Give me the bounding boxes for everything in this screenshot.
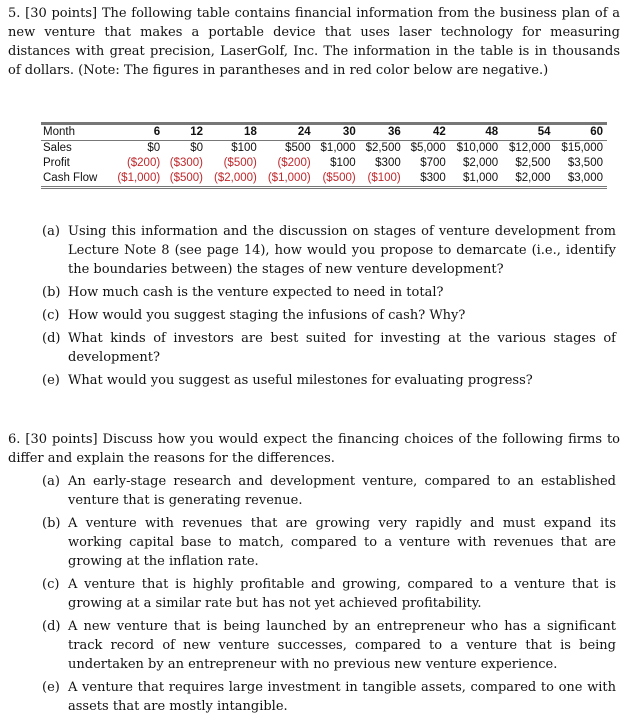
list-item — [42, 617, 616, 674]
row-label: Cash Flow — [43, 172, 98, 184]
header-cell: 36 — [360, 124, 405, 141]
header-cell: 48 — [450, 124, 502, 141]
table-cell: $2,000 — [515, 172, 551, 184]
question-6-subitems — [42, 472, 616, 720]
table-cell: ($1,000) — [267, 172, 311, 184]
item-label: (a) — [42, 474, 60, 489]
item-label: (b) — [42, 285, 61, 300]
list-item — [42, 222, 616, 279]
table-row — [41, 141, 607, 157]
table-cell: $2,500 — [365, 142, 401, 154]
header-cell: 42 — [405, 124, 450, 141]
header-cell: Month — [41, 124, 110, 141]
table-cell: ($2,000) — [214, 172, 257, 184]
table-cell: ($500) — [169, 172, 203, 184]
item-text: How would you suggest staging the infusions of cash? Why? — [68, 308, 466, 323]
list-item — [42, 371, 616, 390]
table-cell: ($200) — [126, 157, 161, 169]
table-cell: $0 — [190, 142, 203, 154]
item-label: (e) — [42, 373, 60, 388]
item-text: A venture that is highly profitable and growing, compared to a venture that is growing at a similar rate but has not yet achieved profitability. — [68, 577, 616, 611]
question-text: [30 points] The following table contains financial information from the business plan of a new venture that makes a portable device that uses laser technology for measuring distances with great precision, LaserGolf, Inc. The information in the table is in thousands of dollars. (Note: The figures in parantheses and in red color below are negative.) — [8, 6, 621, 78]
header-cell: 18 — [207, 124, 261, 141]
question-number: 6. — [8, 432, 21, 447]
table-cell: $2,500 — [515, 157, 551, 169]
question-number: 5. — [8, 6, 21, 21]
table-cell: $100 — [231, 142, 257, 154]
table-cell: $10,000 — [456, 142, 499, 154]
table-cell: $5,000 — [410, 142, 446, 154]
table-cell: $3,000 — [567, 172, 603, 184]
table-cell: $1,000 — [320, 142, 356, 154]
table-cell: $100 — [330, 157, 356, 169]
row-label: Profit — [43, 157, 70, 169]
question-text: [30 points] Discuss how you would expect the financing choices of the following firms to differ and explain the reasons for the differences. — [8, 432, 621, 466]
item-label: (c) — [42, 577, 60, 592]
question-5-subitems — [42, 222, 616, 394]
table-row — [41, 171, 607, 188]
item-label: (a) — [42, 224, 60, 239]
item-text: An early-stage research and development venture, compared to an established venture that is generating revenue. — [68, 474, 616, 508]
table-cell: ($1,000) — [117, 172, 161, 184]
table-cell: ($200) — [277, 157, 311, 169]
table-cell: $2,000 — [462, 157, 499, 169]
list-item — [42, 472, 616, 510]
table-cell: $300 — [375, 157, 401, 169]
table-cell: $0 — [147, 142, 161, 154]
list-item — [42, 514, 616, 571]
header-cell: 6 — [110, 124, 164, 141]
table-cell: $700 — [420, 157, 446, 169]
header-cell: 12 — [164, 124, 207, 141]
item-text: A venture with revenues that are growing very rapidly and must expand its working capital base to match, compared to a venture with revenues that are growing at the inflation rate. — [68, 516, 616, 569]
list-item — [42, 575, 616, 613]
table-cell: $500 — [285, 142, 311, 154]
item-text: A new venture that is being launched by an entrepreneur who has a significant track record of new venture successes, compared to a venture that is being undertaken by an entrepreneur with no previous new venture experience. — [68, 619, 616, 672]
header-cell: 60 — [555, 124, 607, 141]
item-label: (e) — [42, 680, 60, 695]
question-6-prompt — [8, 430, 620, 468]
list-item — [42, 306, 616, 325]
table-cell: ($100) — [367, 172, 401, 184]
item-text: How much cash is the venture expected to need in total? — [68, 285, 444, 300]
table-cell: $3,500 — [567, 157, 603, 169]
financial-table — [41, 122, 607, 189]
list-item — [42, 678, 616, 716]
item-text: What would you suggest as useful milestones for evaluating progress? — [68, 373, 533, 388]
table-header-row — [41, 124, 607, 141]
question-5-prompt — [8, 4, 620, 80]
item-label: (d) — [42, 331, 61, 346]
header-cell: 30 — [315, 124, 360, 141]
item-text: A venture that requires large investment in tangible assets, compared to one with assets that are mostly intangible. — [68, 680, 616, 714]
list-item — [42, 283, 616, 302]
table-cell: ($300) — [169, 157, 203, 169]
item-label: (d) — [42, 619, 61, 634]
row-label: Sales — [43, 142, 72, 154]
table-cell: $12,000 — [508, 142, 551, 154]
table-cell: $300 — [420, 172, 446, 184]
table-cell: ($500) — [223, 157, 257, 169]
list-item — [42, 329, 616, 367]
table-row — [41, 156, 607, 171]
item-label: (c) — [42, 308, 60, 323]
table-cell: $15,000 — [561, 142, 603, 154]
item-label: (b) — [42, 516, 61, 531]
item-text: What kinds of investors are best suited for investing at the various stages of development? — [68, 331, 616, 365]
table-cell: $1,000 — [462, 172, 499, 184]
header-cell: 24 — [261, 124, 315, 141]
item-text: Using this information and the discussion on stages of venture development from Lecture Note 8 (see page 14), how would you propose to demarcate (i.e., identify the boundaries between) the stages of new venture development? — [68, 224, 616, 277]
table-cell: ($500) — [322, 172, 356, 184]
header-cell: 54 — [502, 124, 554, 141]
